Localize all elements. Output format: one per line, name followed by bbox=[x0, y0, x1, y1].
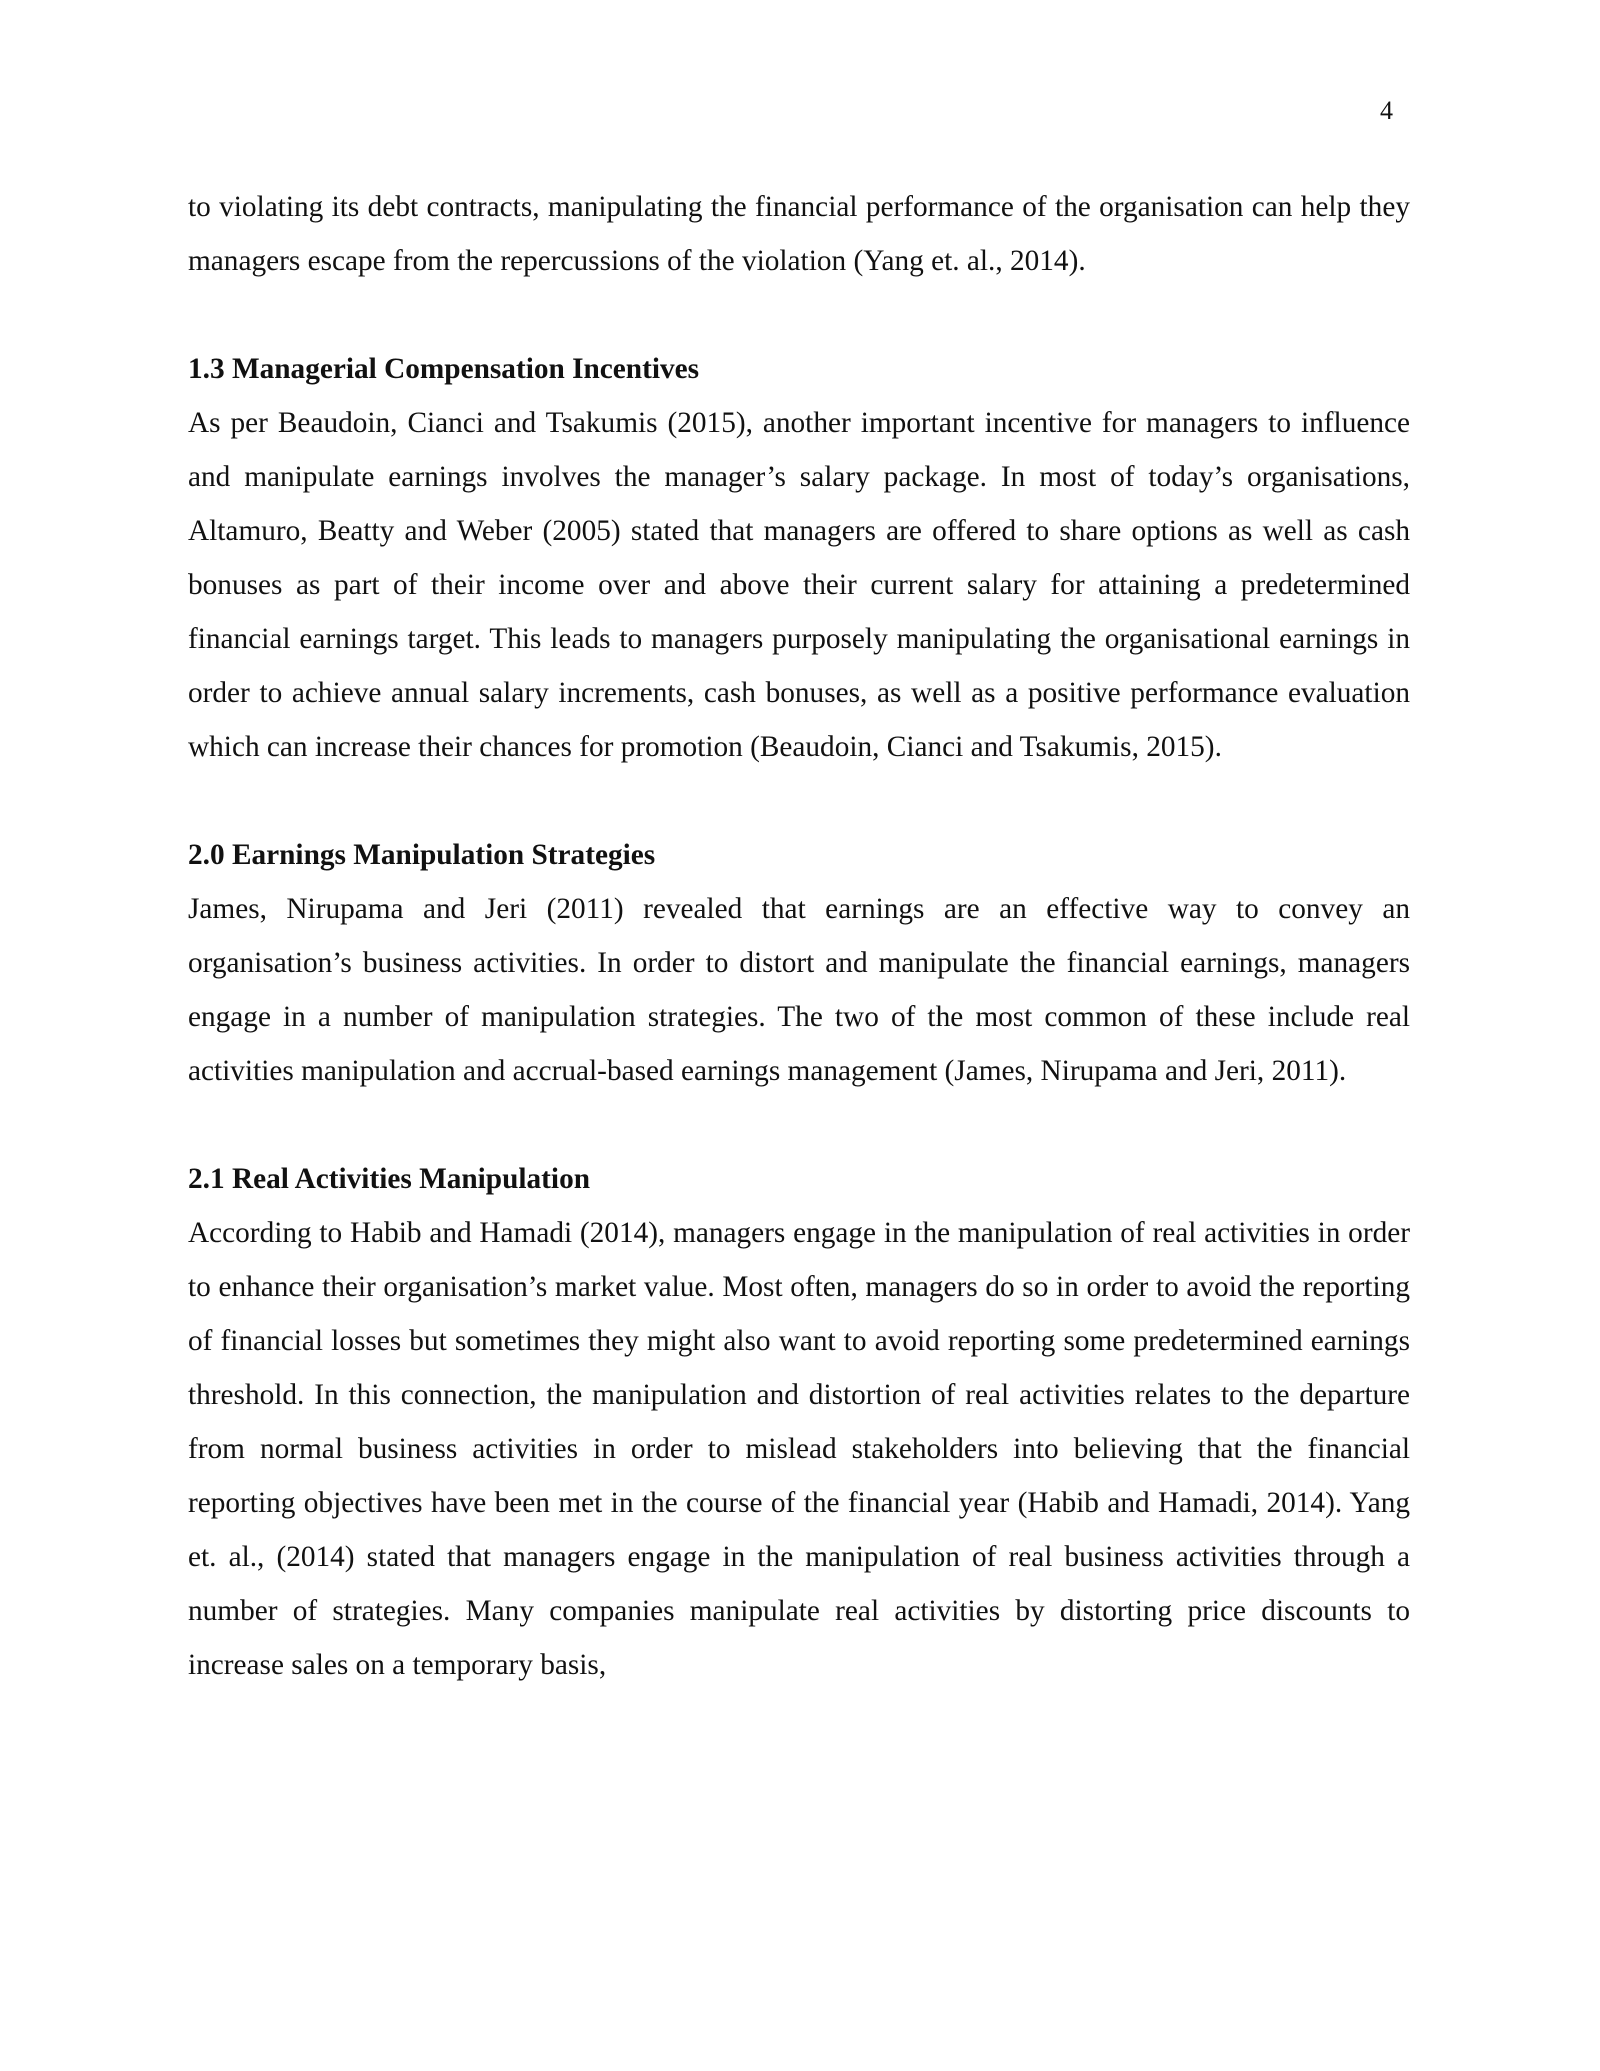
section-gap bbox=[188, 1098, 1410, 1152]
section-gap bbox=[188, 774, 1410, 828]
section-heading-1-3: 1.3 Managerial Compensation Incentives bbox=[188, 353, 700, 385]
section-paragraph-1-3: As per Beaudoin, Cianci and Tsakumis (2015), another important incentive for managers to influence and manipulate earnings involves the manager’s salary package. In most of today’s organisations, Altamuro, Beatty and Weber (2005) stated that managers are offered to share options as well as cash bonuses as part of their income over and above their current salary for attaining a predetermined financial earnings target. This leads to managers purposely manipulating the organisational earnings in order to achieve annual salary increments, cash bonuses, as well as a positive performance evaluation which can increase their chances for promotion (Beaudoin, Cianci and Tsakumis, 2015). bbox=[188, 407, 1410, 763]
section-gap bbox=[188, 288, 1410, 342]
intro-paragraph: to violating its debt contracts, manipulating the financial performance of the organisation can help they managers escape from the repercussions of the violation (Yang et. al., 2014). bbox=[188, 191, 1410, 277]
section-paragraph-2-0: James, Nirupama and Jeri (2011) revealed that earnings are an effective way to convey an organisation’s business activities. In order to distort and manipulate the financial earnings, managers engage in a number of manipulation strategies. The two of the most common of these include real activities manipulation and accrual-based earnings management (James, Nirupama and Jeri, 2011). bbox=[188, 893, 1410, 1087]
document-body bbox=[188, 180, 1410, 1692]
section-heading-2-1: 2.1 Real Activities Manipulation bbox=[188, 1163, 591, 1195]
page-number: 4 bbox=[1380, 96, 1393, 125]
section-paragraph-2-1: According to Habib and Hamadi (2014), managers engage in the manipulation of real activities in order to enhance their organisation’s market value. Most often, managers do so in order to avoid the reporting of financial losses but sometimes they might also want to avoid reporting some predetermined earnings threshold. In this connection, the manipulation and distortion of real activities relates to the departure from normal business activities in order to mislead stakeholders into believing that the financial reporting objectives have been met in the course of the financial year (Habib and Hamadi, 2014). Yang et. al., (2014) stated that managers engage in the manipulation of real business activities through a number of strategies. Many companies manipulate real activities by distorting price discounts to increase sales on a temporary basis, bbox=[188, 1217, 1410, 1681]
section-heading-2-0: 2.0 Earnings Manipulation Strategies bbox=[188, 839, 656, 871]
